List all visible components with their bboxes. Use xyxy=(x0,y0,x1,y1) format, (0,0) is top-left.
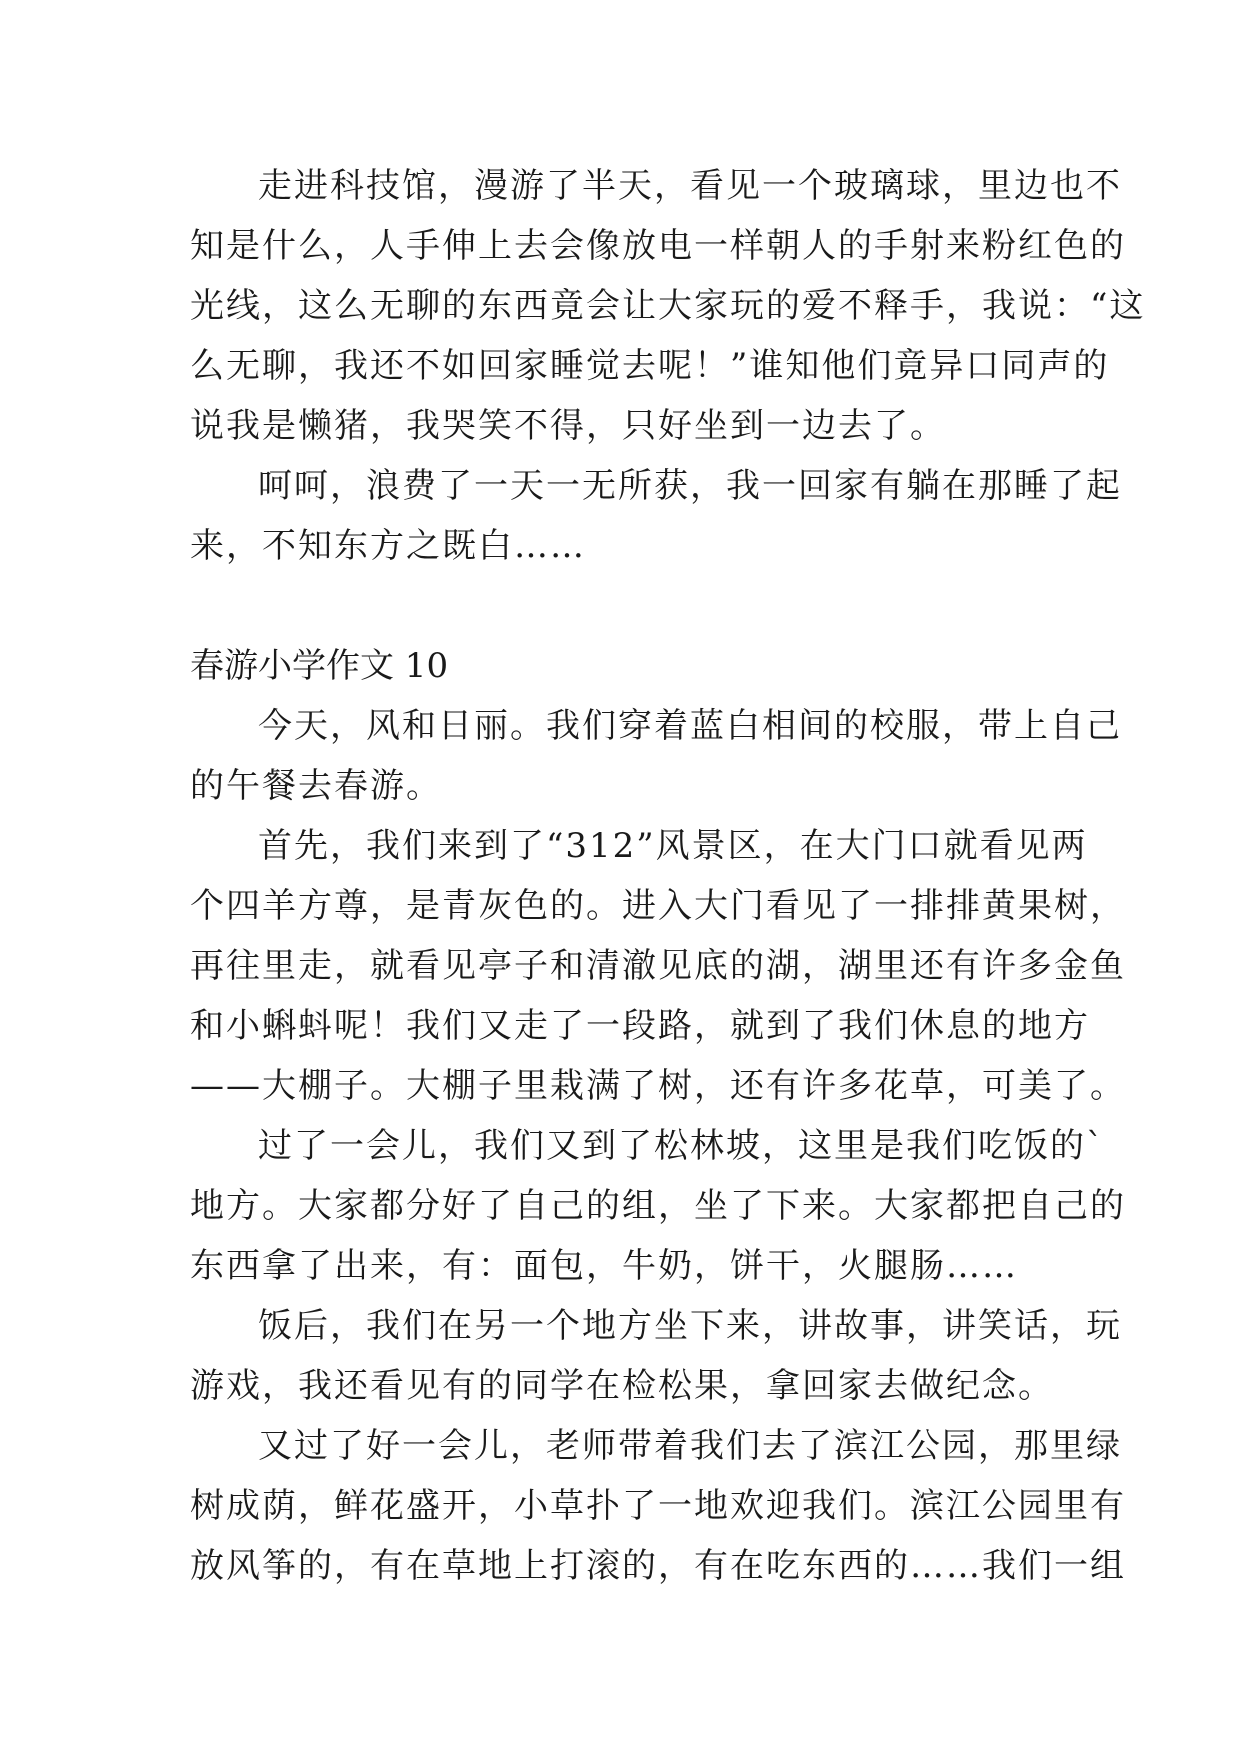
document-page xyxy=(190,156,1146,1596)
paragraph xyxy=(190,1296,1122,1416)
paragraph xyxy=(190,156,1146,456)
text-line: 的午餐去春游。 xyxy=(190,766,442,806)
text-line: 游戏，我还看见有的同学在检松果，拿回家去做纪念。 xyxy=(190,1366,1054,1406)
text-line: 过了一会儿，我们又到了松林坡，这里是我们吃饭的` xyxy=(258,1126,1105,1166)
paragraph xyxy=(190,696,1122,816)
text-line: 个四羊方尊，是青灰色的。进入大门看见了一排排黄果树， xyxy=(190,886,1126,926)
text-line: 走进科技馆，漫游了半天，看见一个玻璃球，里边也不 xyxy=(258,166,1122,206)
paragraph xyxy=(190,1116,1126,1296)
text-line: 来，不知东方之既白…… xyxy=(190,526,586,566)
text-line: 光线，这么无聊的东西竟会让大家玩的爱不释手，我说：“这 xyxy=(190,286,1146,326)
text-line: 放风筝的，有在草地上打滚的，有在吃东西的……我们一组 xyxy=(190,1546,1126,1586)
paragraph xyxy=(190,1416,1126,1596)
section-title: 春游小学作文 10 xyxy=(190,646,449,686)
text-line: 说我是懒猪，我哭笑不得，只好坐到一边去了。 xyxy=(190,406,946,446)
text-line: 和小蝌蚪呢！我们又走了一段路，就到了我们休息的地方 xyxy=(190,1006,1090,1046)
text-line: 又过了好一会儿，老师带着我们去了滨江公园，那里绿 xyxy=(258,1426,1122,1466)
text-line: 首先，我们来到了“312”风景区，在大门口就看见两 xyxy=(258,826,1088,866)
text-line: 树成荫，鲜花盛开，小草扑了一地欢迎我们。滨江公园里有 xyxy=(190,1486,1126,1526)
text-line: 再往里走，就看见亭子和清澈见底的湖，湖里还有许多金鱼 xyxy=(190,946,1126,986)
text-line: 知是什么，人手伸上去会像放电一样朝人的手射来粉红色的 xyxy=(190,226,1126,266)
text-line: 饭后，我们在另一个地方坐下来，讲故事，讲笑话，玩 xyxy=(258,1306,1122,1346)
paragraph xyxy=(190,456,1122,576)
paragraph xyxy=(190,816,1126,1116)
text-line: ——大棚子。大棚子里栽满了树，还有许多花草，可美了。 xyxy=(190,1066,1126,1106)
text-line: 今天，风和日丽。我们穿着蓝白相间的校服，带上自己 xyxy=(258,706,1122,746)
text-line: 地方。大家都分好了自己的组，坐了下来。大家都把自己的 xyxy=(190,1186,1126,1226)
text-line: 东西拿了出来，有：面包，牛奶，饼干，火腿肠…… xyxy=(190,1246,1018,1286)
text-line: 呵呵，浪费了一天一无所获，我一回家有躺在那睡了起 xyxy=(258,466,1122,506)
text-line: 么无聊，我还不如回家睡觉去呢！”谁知他们竟异口同声的 xyxy=(190,346,1110,386)
